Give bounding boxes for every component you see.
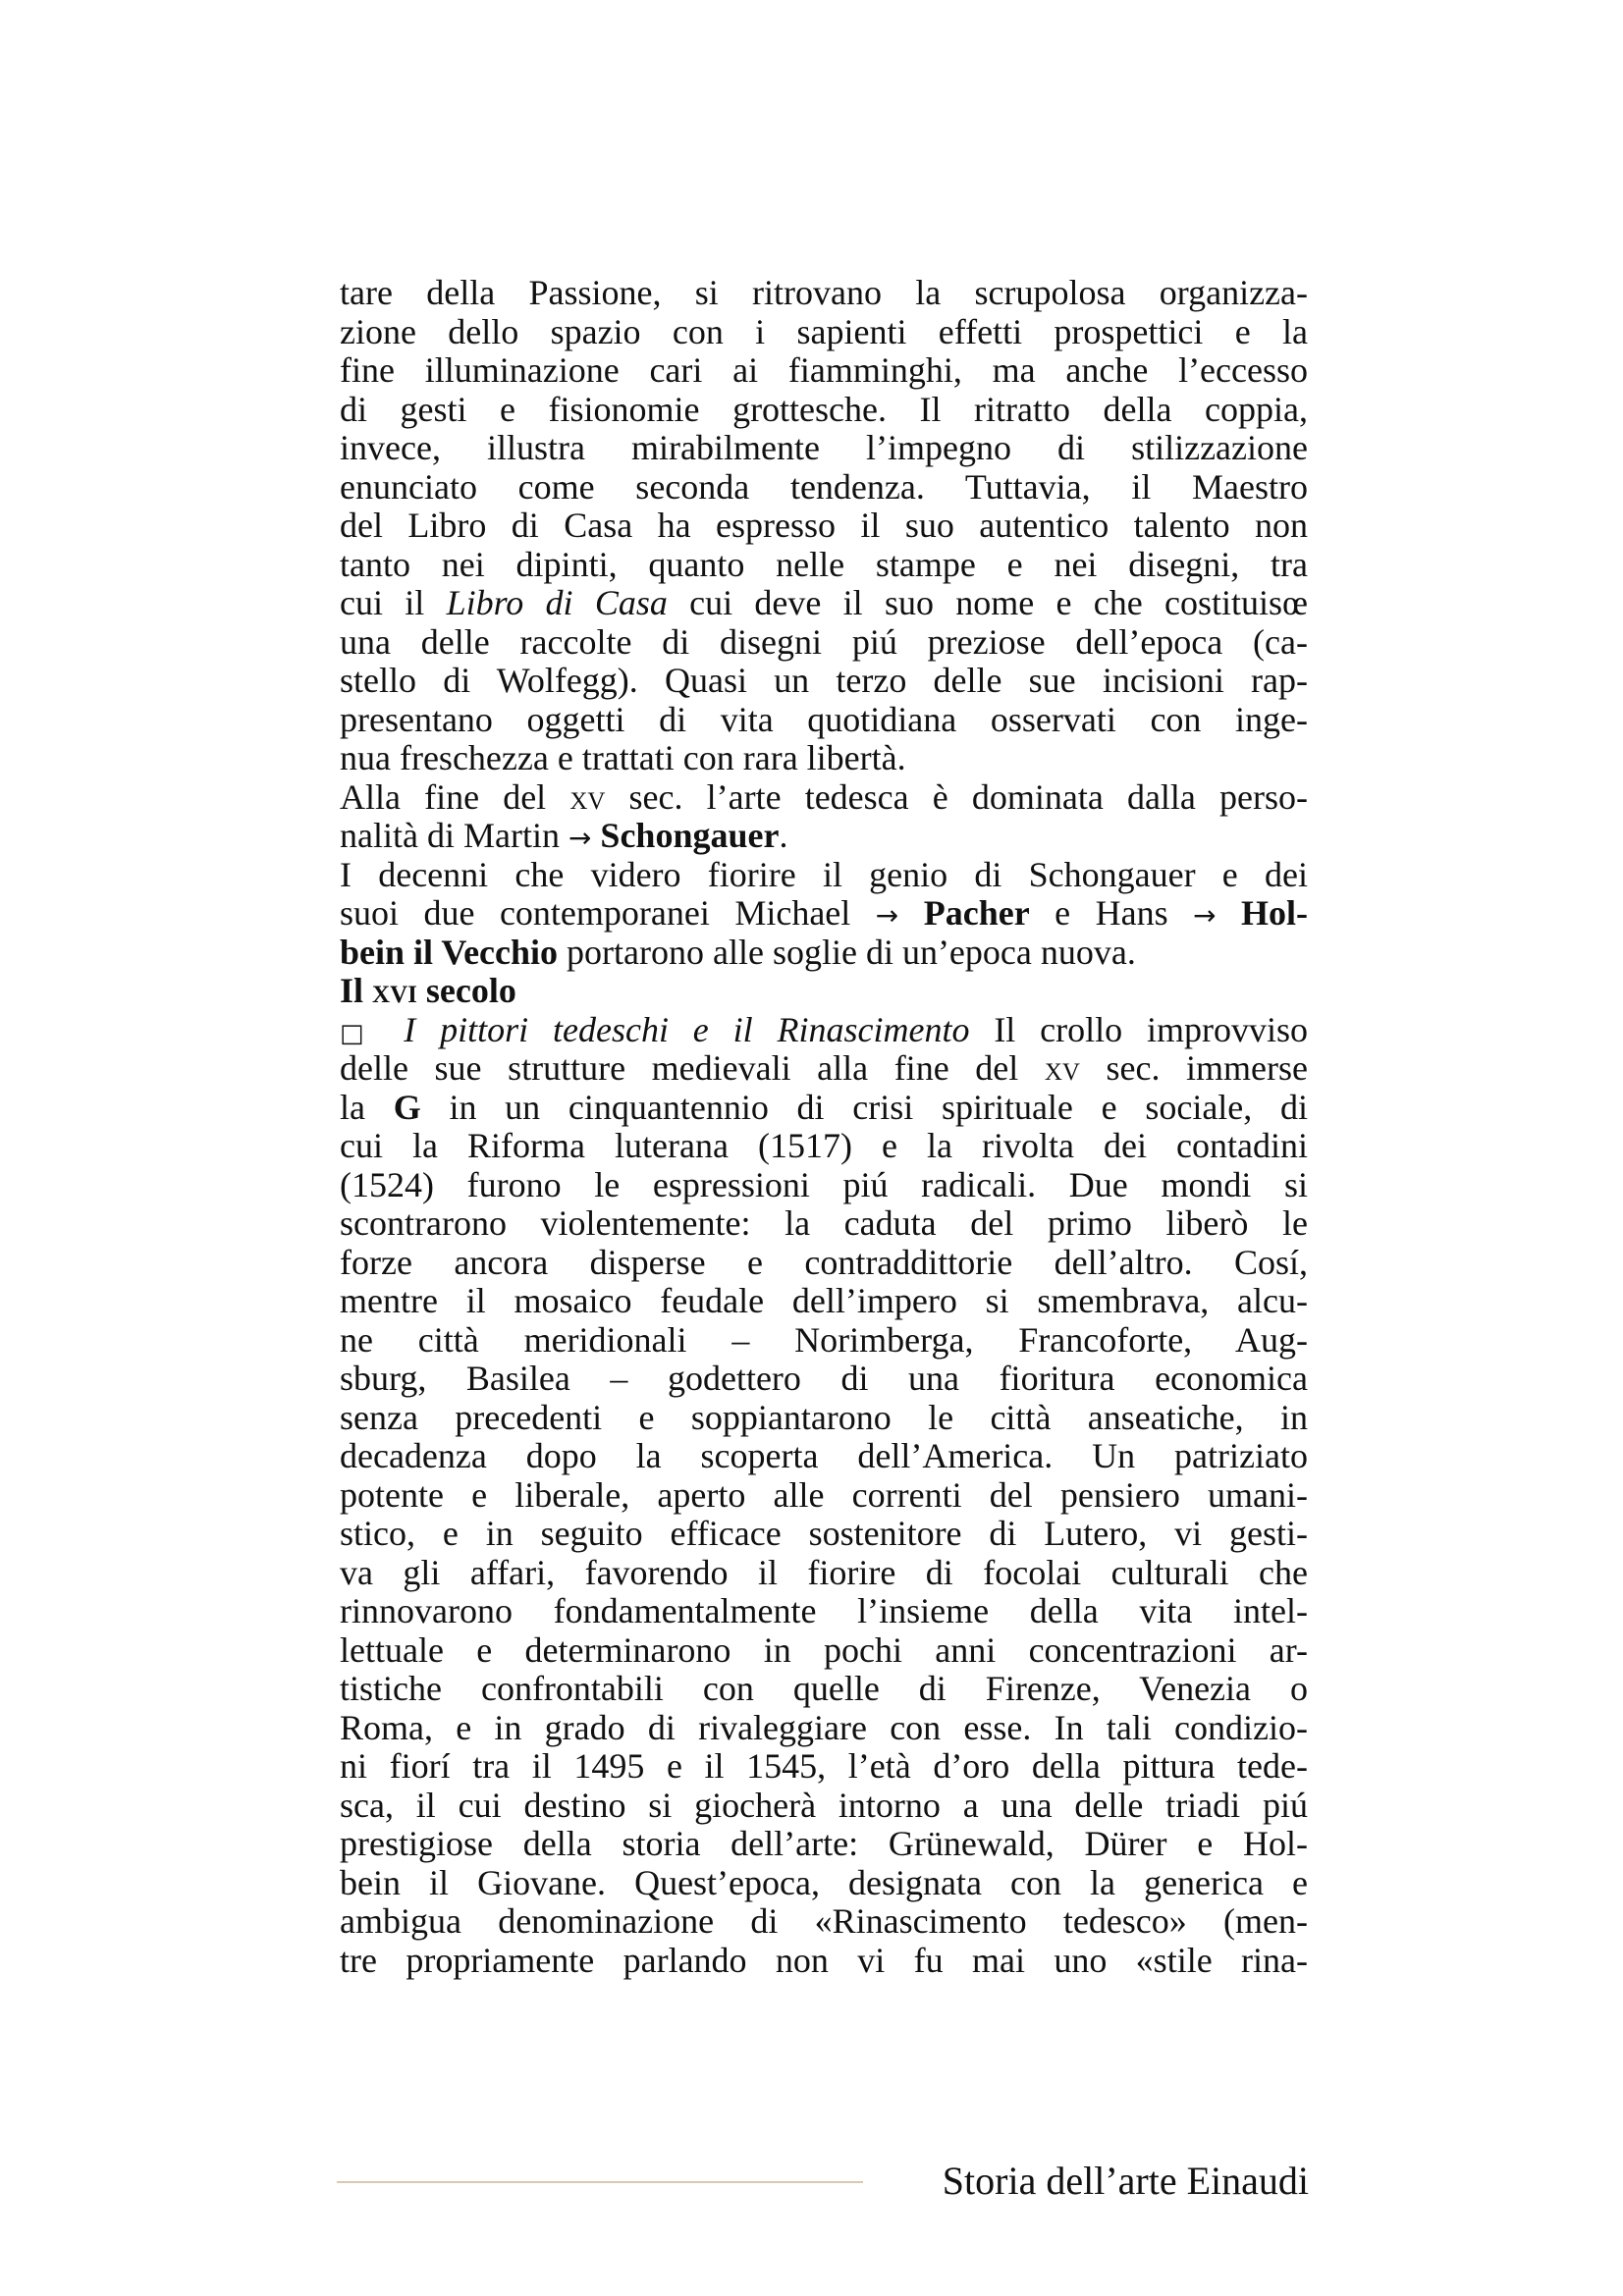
text-segment: Alla fine del: [340, 776, 547, 817]
text-line: ne città meridionali – Norimberga, Francoforte, Aug-: [340, 1319, 1308, 1360]
text-line: cui la Riforma luterana (1517) e la rivolta dei contadini: [340, 1126, 1308, 1165]
text-line: scontrarono violentemente: la caduta del primo liberò le: [340, 1203, 1308, 1243]
text-segment: portarono alle soglie di un’epoca nuova.: [567, 932, 1136, 972]
text-line: [340, 778, 1308, 818]
arrow-right-icon: →: [875, 899, 899, 932]
text-segment: suoi due contemporanei Michael: [340, 893, 851, 933]
text-line: zione dello spazio con i sapienti effetti prospettici e la: [340, 311, 1308, 351]
arrow-right-icon: →: [1193, 899, 1217, 932]
text-line: I decenni che videro fiorire il genio di Schongauer e dei: [340, 854, 1308, 894]
text-segment: e Hans: [1055, 893, 1168, 933]
text-line: [340, 1089, 1308, 1128]
cross-reference-link[interactable]: Schongauer: [600, 816, 780, 855]
text-line: tre propriamente parlando non vi fu mai uno «stile rina-: [340, 1940, 1308, 1980]
text-line: tare della Passione, si ritrovano la scrupolosa organizza-: [340, 273, 1308, 312]
text-line: enunciato come seconda tendenza. Tuttavia, il Maestro: [340, 466, 1308, 507]
footer-divider: [337, 2181, 863, 2183]
text-line: [340, 934, 1308, 973]
text-line: presentano oggetti di vita quotidiana osservati con inge-: [340, 699, 1308, 739]
text-line: [340, 894, 1308, 934]
footer-publication-title: Storia dell’arte Einaudi: [942, 2159, 1309, 2203]
text-line: [340, 584, 1308, 623]
text-line: mentre il mosaico feudale dell’impero si smembrava, alcu-: [340, 1281, 1308, 1320]
text-line: lettuale e determinarono in pochi anni concentrazioni ar-: [340, 1629, 1308, 1670]
text-line: [340, 817, 1308, 856]
text-line: Roma, e in grado di rivaleggiare con esse. In tali condizio-: [340, 1707, 1308, 1747]
text-line: va gli affari, favorendo il fiorire di focolai culturali che: [340, 1552, 1308, 1592]
text-segment: cui deve il suo nome e che costituisœ: [689, 583, 1309, 622]
book-title: Libro di Casa: [446, 583, 668, 622]
text-line: tistiche confrontabili con quelle di Firenze, Venezia o: [340, 1669, 1308, 1708]
cross-reference-link[interactable]: Pacher: [923, 893, 1030, 933]
text-line: di gesti e fisionomie grottesche. Il ritratto della coppia,: [340, 389, 1308, 429]
text-line: [340, 1011, 1308, 1050]
text-segment: Il crollo improvviso: [994, 1009, 1308, 1049]
century-numeral: xv: [569, 776, 606, 817]
century-numeral: xvi: [372, 971, 417, 1010]
text-line: sburg, Basilea – godettero di una fioritura economica: [340, 1359, 1308, 1398]
text-line: stello di Wolfegg). Quasi un terzo delle sue incisioni rap-: [340, 661, 1308, 700]
abbreviation: G: [393, 1087, 421, 1127]
square-bullet-icon: □: [340, 1018, 380, 1048]
text-line: tanto nei dipinti, quanto nelle stampe e nei disegni, tra: [340, 544, 1308, 584]
text-line: prestigiose della storia dell’arte: Grünewald, Dürer e Hol-: [340, 1824, 1308, 1863]
heading-segment: Il: [340, 971, 364, 1010]
arrow-right-icon: →: [568, 822, 592, 854]
body-text: [340, 274, 1308, 1980]
text-line: invece, illustra mirabilmente l’impegno di stilizzazione: [340, 428, 1308, 467]
text-line: sca, il cui destino si giocherà intorno a una delle triadi piú: [340, 1785, 1308, 1825]
heading-segment: secolo: [425, 971, 516, 1010]
text-line: potente e liberale, aperto alle correnti del pensiero umani-: [340, 1474, 1308, 1515]
text-line: senza precedenti e soppiantarono le città anseatiche, in: [340, 1397, 1308, 1437]
section-heading: [340, 972, 1308, 1011]
text-line: nua freschezza e trattati con rara libertà.: [340, 738, 906, 777]
text-line: ambigua denominazione di «Rinascimento tedesco» (men-: [340, 1901, 1308, 1941]
text-segment: la: [340, 1087, 365, 1127]
text-line: bein il Giovane. Quest’epoca, designata con la generica e: [340, 1862, 1308, 1902]
text-line: ni fiorí tra il 1495 e il 1545, l’età d’oro della pittura tede-: [340, 1746, 1308, 1786]
text-line: una delle raccolte di disegni piú preziose dell’epoca (ca-: [340, 621, 1308, 662]
text-segment: .: [779, 816, 788, 855]
text-line: forze ancora disperse e contraddittorie dell’altro. Cosí,: [340, 1242, 1308, 1282]
text-line: del Libro di Casa ha espresso il suo autentico talento non: [340, 506, 1308, 545]
text-line: decadenza dopo la scoperta dell’America. Un patriziato: [340, 1436, 1308, 1475]
text-segment: cui il: [340, 583, 425, 622]
subsection-title: I pittori tedeschi e il Rinascimento: [404, 1009, 970, 1049]
text-line: rinnovarono fondamentalmente l’insieme della vita intel-: [340, 1591, 1308, 1630]
text-line: [340, 1049, 1308, 1089]
text-segment: delle sue strutture medievali alla fine del: [340, 1048, 1019, 1088]
text-line: (1524) furono le espressioni piú radicali. Due mondi si: [340, 1164, 1308, 1204]
cross-reference-link[interactable]: Hol-: [1241, 893, 1309, 933]
century-numeral: xv: [1044, 1048, 1080, 1088]
text-line: stico, e in seguito efficace sostenitore di Lutero, vi gesti-: [340, 1514, 1308, 1553]
cross-reference-link[interactable]: bein il Vecchio: [340, 932, 559, 972]
text-segment: sec. l’arte tedesca è dominata dalla perso-: [628, 776, 1308, 817]
text-line: fine illuminazione cari ai fiamminghi, ma anche l’eccesso: [340, 350, 1308, 390]
text-segment: sec. immerse: [1106, 1048, 1309, 1088]
text-segment: nalità di Martin: [340, 816, 560, 855]
text-segment: in un cinquantennio di crisi spirituale e sociale, di: [449, 1087, 1308, 1127]
